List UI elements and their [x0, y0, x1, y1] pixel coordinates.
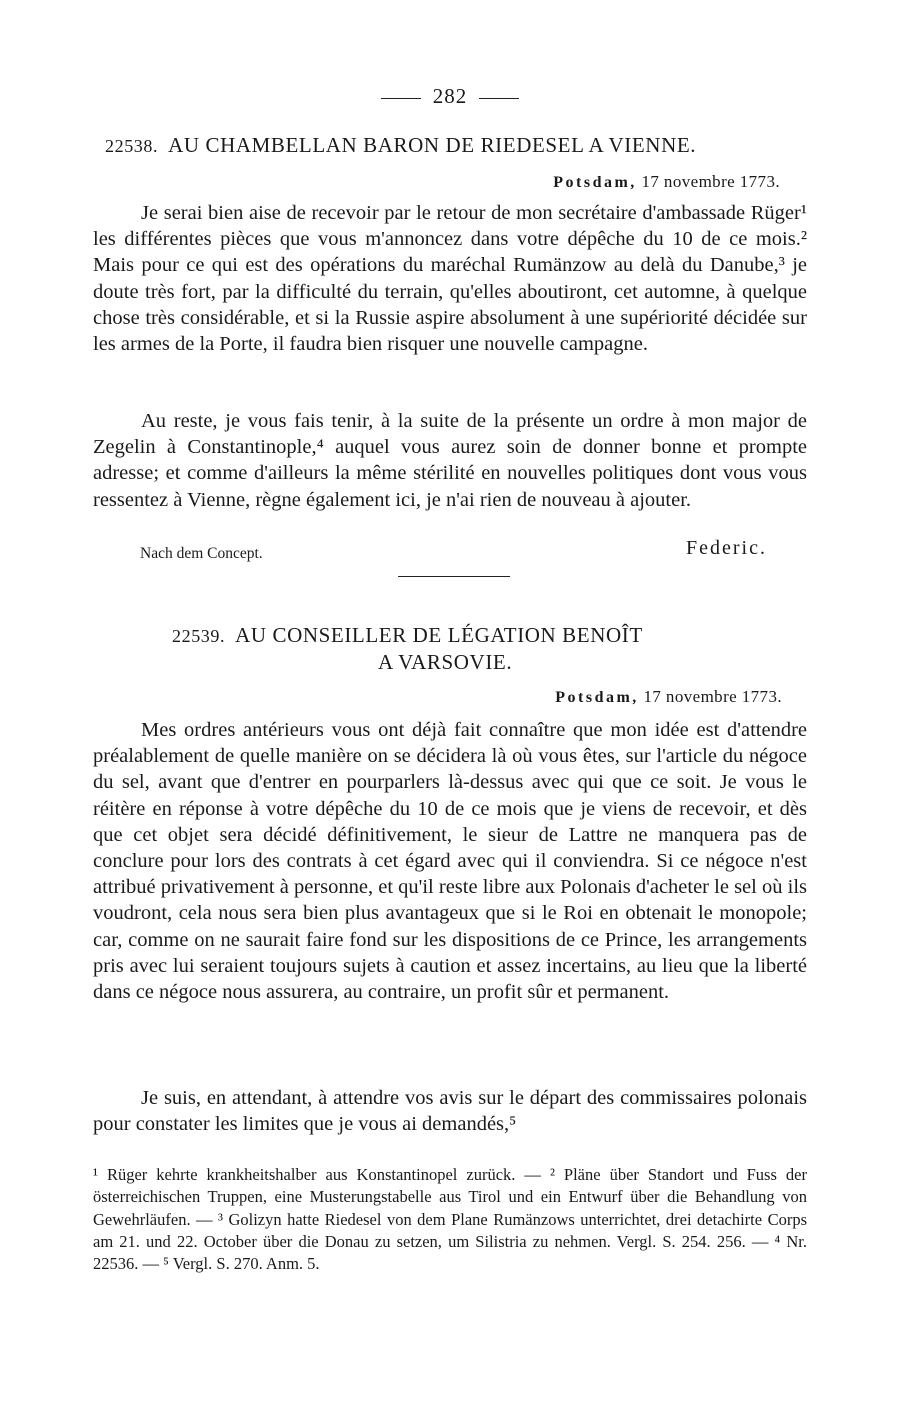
- letter-1-date: 17 novembre 1773.: [641, 172, 780, 191]
- letter-1-paragraph-1: Je serai bien aise de recevoir par le retour de mon secrétaire d'ambassade Rüger¹ les différentes pièces que vous m'annoncez dans votre dépêche du 10 de ce mois.² Mais pour ce qui est des opérations du maréchal Rumänzow au delà du Danube,³ je doute très fort, par la difficulté du terrain, qu'elles aboutiront, cet automne, à quelque chose très considérable, et si la Russie aspire absolument à une supériorité décidée sur les armes de la Porte, il faudra bien risquer une nouvelle campagne.: [93, 202, 807, 356]
- letter-2-title-line-2: A VARSOVIE.: [378, 650, 513, 674]
- section-divider: [398, 576, 510, 577]
- footnotes: ¹ Rüger kehrte krankheitshalber aus Konstantinopel zurück. — ² Pläne über Standort und Fuss der österreichischen Truppen, eine Musterungstabelle aus Tirol und ein Entwurf über die Behandlung von Gewehrläufen. — ³ Golizyn hatte Riedesel von dem Plane Rumänzows unterrichtet, drei detachirte Corps am 21. und 22. October über die Donau zu setzen, um Silistria zu nehmen. Vergl. S. 254. 256. — ⁴ Nr. 22536. — ⁵ Vergl. S. 270. Anm. 5.: [93, 1165, 807, 1274]
- letter-1-title: AU CHAMBELLAN BARON DE RIEDESEL A VIENNE.: [168, 133, 697, 157]
- page-number: 282: [0, 84, 900, 109]
- page-number-dash-left: [381, 98, 421, 99]
- letter-1-source: Nach dem Concept.: [140, 545, 263, 562]
- letter-2-paragraph-1: Mes ordres antérieurs vous ont déjà fait connaître que mon idée est d'attendre préalablement de quelle manière on se décidera là où vous êtes, sur l'article du négoce du sel, avant que d'entrer en pourparlers là-dessus avec qui que ce soit. Je vous le réitère en réponse à votre dépêche du 10 de ce mois que je viens de recevoir, et dès que cet objet sera décidé définitivement, le sieur de Lattre ne manquera pas de conclure pour lors des contrats à cet égard avec qui il conviendra. Si ce négoce n'est attribué privativement à personne, et qu'il reste libre aux Polonais d'acheter le sel où ils voudront, cela nous sera bien plus avantageux que si le Roi en obtenait le monopole; car, comme on ne saurait faire fond sur les dispositions de ce Prince, les arrangements pris avec lui seraient toujours sujets à caution et assez incertains, au lieu que la liberté dans ce négoce nous assurera, au contraire, un profit sûr et permanent.: [93, 719, 807, 1004]
- letter-1-signature: Federic.: [686, 537, 767, 559]
- letter-1-place-date: [553, 172, 780, 192]
- letter-1-paragraph-2: Au reste, je vous fais tenir, à la suite de la présente un ordre à mon major de Zegelin à Constantinople,⁴ auquel vous aurez soin de donner bonne et prompte adresse; et comme d'ailleurs la même stérilité en nouvelles politiques dont vous vous ressentez à Vienne, règne également ici, je n'ai rien de nouveau à ajouter.: [93, 410, 807, 511]
- letter-1-place: Potsdam,: [553, 174, 637, 191]
- letter-2-place-date: [555, 687, 782, 707]
- letter-1-number: 22538.: [105, 136, 159, 156]
- letter-2-number: 22539.: [172, 626, 226, 646]
- letter-1-heading: [0, 133, 900, 158]
- letter-2-heading-line-1: [0, 623, 900, 648]
- letter-2-paragraph-2: Je suis, en attendant, à attendre vos avis sur le départ des commissaires polonais pour constater les limites que je vous ai demandés,⁵: [93, 1087, 807, 1136]
- page-number-dash-right: [479, 98, 519, 99]
- letter-2-date: 17 novembre 1773.: [643, 687, 782, 706]
- letter-2-place: Potsdam,: [555, 689, 639, 706]
- letter-2-title-line-1: AU CONSEILLER DE LÉGATION BENOÎT: [235, 623, 643, 647]
